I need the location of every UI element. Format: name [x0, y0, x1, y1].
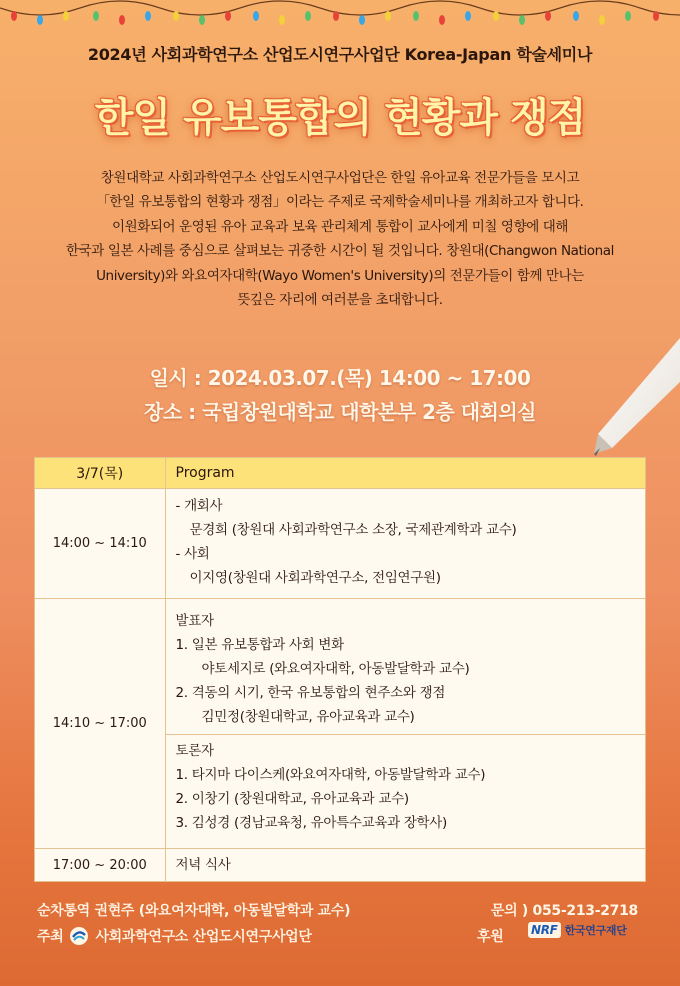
host-label: 주최: [37, 929, 64, 945]
list-item: 발표자: [175, 613, 214, 630]
list-item: 저녁 식사: [175, 856, 231, 873]
list-item: 문경희 (창원대 사회과학연구소 소장, 국제관계학과 교수): [189, 522, 517, 539]
row-content: [165, 488, 645, 598]
table-row: [35, 848, 645, 882]
list-item: 이지영(창원대 사회과학연구소, 전임연구원): [189, 569, 441, 586]
row-content: [165, 848, 645, 882]
column-header-program: Program: [165, 458, 645, 488]
sponsor-logo: [528, 922, 627, 938]
sponsor-label: 후원: [477, 929, 504, 945]
row-content: [165, 598, 645, 848]
nrf-logo-icon: NRF: [528, 922, 561, 938]
interpreter-info: 순차통역 권현주 (와요여자대학, 아동발달학과 교수): [37, 903, 351, 919]
presenters-block: [166, 605, 646, 734]
list-item: 1. 일본 유보통합과 사회 변화: [175, 637, 344, 654]
page-title: 한일 유보통합의 현황과 쟁점: [94, 95, 586, 141]
event-datetime: 일시 : 2024.03.07.(목) 14:00 ~ 17:00: [149, 366, 531, 390]
list-item: 야토세지로 (와요여자대학, 아동발달학과 교수): [201, 661, 470, 677]
program-table: [34, 457, 646, 882]
event-location: 장소 : 국립창원대학교 대학본부 2층 대회의실: [144, 400, 536, 424]
seminar-subtitle: 2024년 사회과학연구소 산업도시연구사업단 Korea-Japan 학술세미나: [87, 45, 593, 64]
list-item: 2. 이창기 (창원대학교, 유아교육과 교수): [175, 790, 409, 807]
intro-line: University)와 와요여자대학(Wayo Women's University)의 전문가들이 함께 만나는: [96, 267, 584, 284]
sponsor-name: 한국연구재단: [564, 924, 627, 937]
row-time: 14:10 ~ 17:00: [35, 598, 165, 848]
row-time: 17:00 ~ 20:00: [35, 848, 165, 882]
string-lights-decoration: [0, 0, 680, 34]
list-item: 2. 격동의 시기, 한국 유보통합의 현주소와 쟁점: [175, 684, 446, 701]
intro-line: 뜻깊은 자리에 여러분을 초대합니다.: [237, 292, 443, 309]
intro-text: [20, 166, 660, 312]
list-item: - 개회사: [175, 498, 223, 515]
column-header-date: 3/7(목): [35, 458, 165, 488]
intro-line: 「한일 유보통합의 현황과 쟁점」이라는 주제로 국제학술세미나를 개최하고자 합니다.: [96, 194, 584, 211]
table-row: [35, 598, 645, 848]
row-time: 14:00 ~ 14:10: [35, 488, 165, 598]
contact-info: 문의 ) 055-213-2718: [490, 903, 638, 919]
intro-line: 창원대학교 사회과학연구소 산업도시연구사업단은 한일 유아교육 전문가들을 모시고: [100, 170, 580, 186]
intro-line: 이원화되어 운영된 유아 교육과 보육 관리체계 통합이 교사에게 미칠 영향에 대해: [111, 218, 569, 235]
table-header-row: [35, 458, 645, 488]
host-name: 사회과학연구소 산업도시연구사업단: [95, 929, 312, 945]
list-item: - 사회: [175, 546, 210, 562]
list-item: 1. 타지마 다이스케(와요여자대학, 아동발달학과 교수): [175, 767, 486, 784]
panel-block: [166, 734, 646, 840]
table-row: [35, 488, 645, 598]
footer: [0, 892, 680, 986]
intro-line: 한국과 일본 사례를 중심으로 살펴보는 귀중한 시간이 될 것입니다. 창원대(Changwon National: [66, 243, 614, 260]
host-info: [37, 926, 312, 946]
institute-logo-icon: [69, 926, 89, 946]
list-item: 3. 김성경 (경남교육청, 유아특수교육과 장학사): [175, 814, 448, 831]
pen-illustration: [580, 330, 680, 460]
list-item: 토론자: [175, 743, 214, 760]
list-item: 김민정(창원대학교, 유아교육과 교수): [201, 708, 415, 725]
